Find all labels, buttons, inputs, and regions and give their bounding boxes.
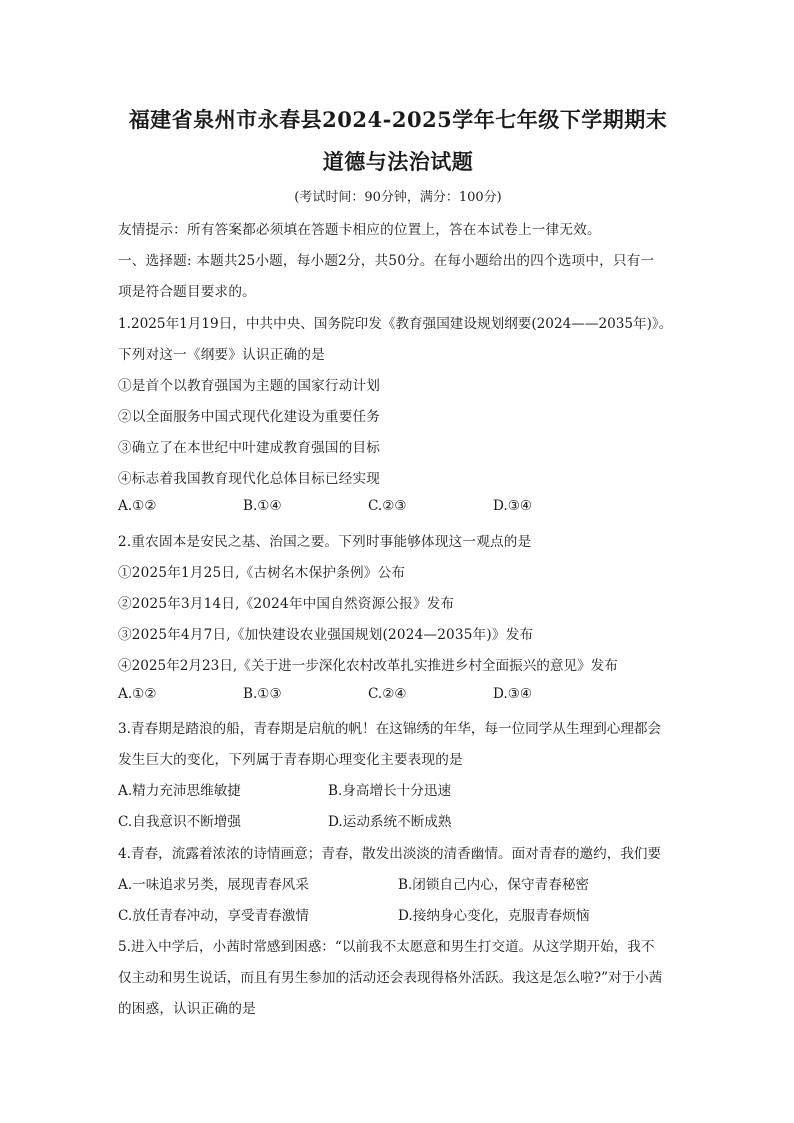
q4-option-b: B.闭锁自己内心，保守青春秘密 [398, 877, 590, 893]
exam-info: (考试时间：90分钟，满分：100分) [294, 190, 502, 205]
q3-option-c: C.自我意识不断增强 [118, 814, 241, 830]
q2-option-d: D.③④ [493, 686, 533, 702]
q2-item: ③2025年4月7日,《加快建设农业强国规划(2024—2035年)》发布 [118, 627, 534, 643]
q3-option-b: B.身高增长十分迅速 [328, 783, 452, 799]
q4-option-d: D.接纳身心变化，克服青春烦恼 [398, 908, 590, 924]
q1-option-c: C.②③ [368, 498, 407, 514]
q2-item: ②2025年3月14日,《2024年中国自然资源公报》发布 [118, 596, 455, 612]
q1-item: ①是首个以教育强国为主题的国家行动计划 [118, 378, 381, 394]
q1-item: ③确立了在本世纪中叶建成教育强国的目标 [118, 440, 381, 456]
q5-stem: 5.进入中学后，小茜时常感到困惑：“以前我不太愿意和男生打交道。从这学期开始，我不 [118, 939, 655, 955]
q4-stem: 4.青春，流露着浓浓的诗情画意；青春，散发出淡淡的清香幽情。面对青春的邀约，我们要 [118, 846, 662, 862]
q2-option-c: C.②④ [368, 686, 407, 702]
q4-option-a: A.一味追求另类，展现青春风采 [118, 877, 309, 893]
section-instruction-cont: 项是符合题目要求的。 [118, 284, 256, 300]
q3-stem-cont: 发生巨大的变化，下列属于青春期心理变化主要表现的是 [118, 752, 463, 768]
q1-stem-cont: 下列对这一《纲要》认识正确的是 [118, 347, 325, 363]
q5-stem-cont: 的困惑，认识正确的是 [118, 1001, 256, 1017]
q2-option-b: B.①③ [243, 686, 282, 702]
q1-option-b: B.①④ [243, 498, 282, 514]
q4-option-c: C.放任青春冲动，享受青春激情 [118, 908, 309, 924]
q1-item: ④标志着我国教育现代化总体目标已经实现 [118, 471, 381, 487]
q1-item: ②以全面服务中国式现代化建设为重要任务 [118, 409, 381, 425]
q3-option-a: A.精力充沛思维敏捷 [118, 783, 241, 799]
exam-subject-title: 道德与法治试题 [322, 149, 474, 174]
q1-stem: 1.2025年1月19日，中共中央、国务院印发《教育强国建设规划纲要(2024——2035年)》。 [118, 316, 673, 332]
q1-option-d: D.③④ [493, 498, 533, 514]
q2-item: ④2025年2月23日,《关于进一步深化农村改革扎实推进乡村全面振兴的意见》发布 [118, 658, 618, 674]
q2-stem: 2.重农固本是安民之基、治国之要。下列时事能够体现这一观点的是 [118, 534, 532, 550]
section-instruction: 一、选择题: 本题共25小题，每小题2分，共50分。在每小题给出的四个选项中，只有一 [118, 253, 655, 269]
q2-item: ①2025年1月25日,《古树名木保护条例》公布 [118, 565, 406, 581]
q3-option-d: D.运动系统不断成熟 [328, 814, 452, 830]
q5-stem-cont: 仅主动和男生说话，而且有男生参加的活动还会表现得格外活跃。我这是怎么啦?”对于小茜 [118, 970, 663, 986]
exam-title: 福建省泉州市永春县2024-2025学年七年级下学期期末 [128, 107, 668, 132]
q1-option-a: A.①② [118, 498, 157, 514]
q3-stem: 3.青春期是踏浪的船，青春期是启航的帆！在这锦绣的年华，每一位同学从生理到心理都会 [118, 721, 662, 737]
notice: 友情提示：所有答案都必须填在答题卡相应的位置上，答在本试卷上一律无效。 [118, 222, 601, 238]
q2-option-a: A.①② [118, 686, 157, 702]
